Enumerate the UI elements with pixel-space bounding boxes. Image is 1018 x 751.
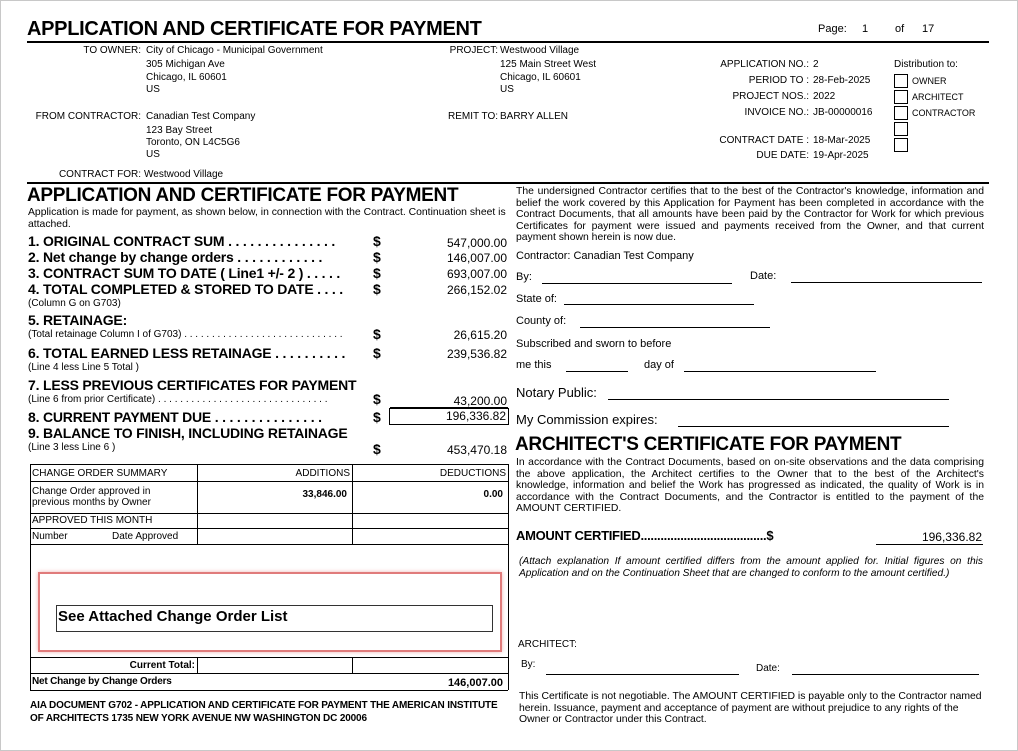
application-no-label: APPLICATION NO.: (720, 59, 809, 70)
line5-label: 5. RETAINAGE: (28, 312, 128, 328)
distribution-label: Distribution to: (894, 59, 958, 70)
header-rule (27, 41, 989, 43)
commission-expires-line[interactable] (678, 426, 949, 427)
line7-dollar: $ (373, 391, 381, 407)
line2-dollar: $ (373, 249, 381, 265)
co-approved-month-label: APPROVED THIS MONTH (32, 515, 153, 526)
line7-sublabel: (Line 6 from prior Certificate) . . . . . . . . . . . . . . . . . . . . . . . . . . . . . . . (28, 394, 328, 405)
line1-dollar: $ (373, 233, 381, 249)
distribution-architect-checkbox[interactable] (894, 90, 908, 104)
co-net-change-label: Net Change by Change Orders (32, 676, 172, 687)
remit-to-value: BARRY ALLEN (500, 111, 569, 122)
line4-value: 266,152.02 (446, 283, 507, 297)
line6-dollar: $ (373, 345, 381, 361)
co-previous-additions: 33,846.00 (302, 489, 347, 500)
line6-sublabel: (Line 4 less Line 5 Total ) (28, 362, 139, 373)
page-label: Page: (818, 23, 847, 35)
co-deductions-header: DEDUCTIONS (439, 468, 506, 479)
line1-value: 547,000.00 (446, 236, 507, 250)
co-net-change-value: 146,007.00 (447, 677, 503, 689)
contract-date-label: CONTRACT DATE : (719, 135, 809, 146)
line9-sublabel: (Line 3 less Line 6 ) (28, 442, 116, 453)
line3-value: 693,007.00 (446, 267, 507, 281)
architect-by-label: By: (521, 659, 536, 670)
line7-label: 7. LESS PREVIOUS CERTIFICATES FOR PAYMENT (28, 377, 357, 393)
due-date: 19-Apr-2025 (813, 150, 869, 161)
due-date-label: DUE DATE: (756, 150, 809, 161)
line8-label: 8. CURRENT PAYMENT DUE . . . . . . . . . . . . . . . (28, 409, 322, 425)
line3-label: 3. CONTRACT SUM TO DATE ( Line1 +/- 2 ) . . . . . (28, 265, 341, 281)
line5-sublabel: (Total retainage Column I of G703) . . . . . . . . . . . . . . . . . . . . . . . . . . . . . (28, 329, 343, 340)
distribution-contractor-checkbox[interactable] (894, 106, 908, 120)
commission-expires-label: My Commission expires: (516, 412, 658, 427)
project-nos: 2022 (813, 91, 836, 102)
line3-dollar: $ (373, 265, 381, 281)
owner-name: City of Chicago - Municipal Government (146, 45, 323, 56)
day-of-label: day of (644, 359, 674, 371)
page-of-label: of (895, 23, 905, 35)
contract-for-value: Westwood Village (144, 169, 224, 180)
line4-sublabel: (Column G on G703) (28, 298, 121, 309)
line1-label: 1. ORIGINAL CONTRACT SUM . . . . . . . . . . . . . . . (28, 233, 336, 249)
invoice-no-label: INVOICE NO.: (744, 107, 809, 118)
distribution-architect-label: ARCHITECT (912, 92, 964, 102)
aia-footer-text: AIA DOCUMENT G702 - APPLICATION AND CERTIFICATE FOR PAYMENT THE AMERICAN INSTITUTE OF ARCHITECTS 1735 NEW YORK AVENUE NW WASHINGTON DC 20006 (30, 700, 498, 724)
architect-certification-text: In accordance with the Contract Documents, based on on-site observations and the data comprising the above application, the Architect certifies to the Owner that to the best of the Architect's knowledge, information and belief the Work has progressed as indicated, the quality of Work is in accordance with the Contract Documents, and the Contractor is entitled to the payment of the AMOUNT CERTIFIED. (516, 457, 984, 515)
contractor-line: Contractor: Canadian Test Company (516, 250, 694, 262)
distribution-blank-checkbox-2[interactable] (894, 138, 908, 152)
state-of-line[interactable] (564, 304, 754, 305)
county-of-label: County of: (516, 315, 567, 327)
contractor-date-label: Date: (750, 270, 777, 282)
section-rule (27, 182, 989, 184)
line6-value: 239,536.82 (446, 347, 507, 361)
line9-label: 9. BALANCE TO FINISH, INCLUDING RETAINAGE (28, 425, 348, 441)
left-section-title: APPLICATION AND CERTIFICATE FOR PAYMENT (27, 185, 459, 206)
contractor-address-line3: US (146, 149, 160, 160)
project-address-line1: 125 Main Street West (500, 59, 596, 70)
contract-date: 18-Mar-2025 (813, 135, 871, 146)
distribution-contractor-label: CONTRACTOR (912, 108, 976, 118)
invoice-no: JB-00000016 (813, 107, 873, 118)
notary-public-label: Notary Public: (516, 385, 597, 400)
amount-certified-value: 196,336.82 (921, 530, 982, 544)
line2-label: 2. Net change by change orders . . . . . . . . . . . . (28, 249, 323, 265)
contractor-by-label: By: (516, 271, 532, 283)
contractor-address-line1: 123 Bay Street (146, 125, 213, 136)
owner-address-line3: US (146, 84, 160, 95)
project-address-line2: Chicago, IL 60601 (500, 72, 581, 83)
line4-dollar: $ (373, 281, 381, 297)
amount-explanation-note: (Attach explanation If amount certified differs from the amount applied for. Initial figures on this Application and on the Continuation Sheet that are changed to conform to the amount certified.) (519, 556, 983, 579)
certificate-footer-text: This Certificate is not negotiable. The AMOUNT CERTIFIED is payable only to the Contractor named herein. Issuance, payment and acceptance of payment are without prejudice to any rights of the Owner or Contractor under this Contract. (519, 691, 982, 726)
co-summary-header: CHANGE ORDER SUMMARY (32, 468, 168, 479)
owner-label: TO OWNER: (83, 45, 141, 56)
remit-to-label: REMIT TO: (447, 111, 498, 122)
period-to: 28-Feb-2025 (813, 75, 871, 86)
line7-value: 43,200.00 (453, 394, 507, 408)
line5-value: 26,615.20 (453, 328, 507, 342)
contractor-certification-text: The undersigned Contractor certifies that to the best of the Contractor's knowledge, information and belief the work covered by this Application for Payment has been completed in accordance with the Contract Documents, that all amounts have been paid by the Contractor for Work for which previous Certificates for payment were issued and payments received from the Owner, and that current payment shown herein is now due. (516, 186, 984, 244)
amount-certified-line (876, 544, 983, 545)
sworn-label: Subscribed and sworn to before (516, 338, 672, 350)
notary-public-line[interactable] (608, 399, 949, 400)
line8-value: 196,336.82 (389, 408, 509, 425)
owner-address-line2: Chicago, IL 60601 (146, 72, 227, 83)
day-of-line[interactable] (684, 371, 876, 372)
contractor-name: Canadian Test Company (146, 111, 256, 122)
me-this-label: me this (516, 359, 552, 371)
line6-label: 6. TOTAL EARNED LESS RETAINAGE . . . . . . . . . . (28, 345, 346, 361)
application-no: 2 (813, 59, 819, 70)
co-previous-deductions: 0.00 (483, 489, 503, 500)
architect-label: ARCHITECT: (518, 639, 577, 650)
distribution-owner-checkbox[interactable] (894, 74, 908, 88)
co-approved-previous-label: Change Order approved in previous months by Owner (32, 486, 151, 508)
owner-address-line1: 305 Michigan Ave (146, 59, 225, 70)
line9-value: 453,470.18 (446, 443, 507, 457)
contractor-date-line[interactable] (791, 282, 982, 283)
co-additions-header: ADDITIONS (295, 468, 350, 479)
line9-dollar: $ (373, 441, 381, 457)
architect-date-label: Date: (756, 663, 780, 674)
architect-date-line[interactable] (792, 674, 979, 675)
me-this-line[interactable] (566, 371, 628, 372)
project-name: Westwood Village (500, 45, 580, 56)
contractor-by-line[interactable] (542, 283, 732, 284)
line5-dollar: $ (373, 326, 381, 342)
contractor-label: FROM CONTRACTOR: (35, 111, 141, 122)
co-date-approved-label: Date Approved (112, 531, 179, 542)
architect-by-line[interactable] (546, 674, 739, 675)
architect-certificate-title: ARCHITECT'S CERTIFICATE FOR PAYMENT (515, 434, 902, 455)
line8-dollar: $ (373, 409, 381, 425)
project-address-line3: US (500, 84, 514, 95)
project-label: PROJECT: (449, 45, 498, 56)
state-of-label: State of: (516, 293, 557, 305)
project-nos-label: PROJECT NOS.: (732, 91, 809, 102)
document-title: APPLICATION AND CERTIFICATE FOR PAYMENT (27, 18, 482, 40)
co-number-label: Number (32, 531, 68, 542)
co-current-total-label: Current Total: (129, 660, 195, 671)
county-of-line[interactable] (580, 327, 770, 328)
line2-value: 146,007.00 (446, 251, 507, 265)
amount-certified-label: AMOUNT CERTIFIED......................................$ (516, 528, 774, 543)
contract-for-label: CONTRACT FOR: (58, 169, 141, 180)
contractor-address-line2: Toronto, ON L4C5G6 (146, 137, 240, 148)
distribution-blank-checkbox-1[interactable] (894, 122, 908, 136)
left-intro-text: Application is made for payment, as shown below, in connection with the Contract. Continuation sheet is attached. (28, 207, 506, 230)
line4-label: 4. TOTAL COMPLETED & STORED TO DATE . . . . (28, 281, 343, 297)
distribution-owner-label: OWNER (912, 76, 947, 86)
period-to-label: PERIOD TO : (748, 75, 809, 86)
change-order-list-note: See Attached Change Order List (58, 608, 288, 625)
page-total: 17 (922, 23, 935, 35)
page-number: 1 (862, 23, 869, 35)
